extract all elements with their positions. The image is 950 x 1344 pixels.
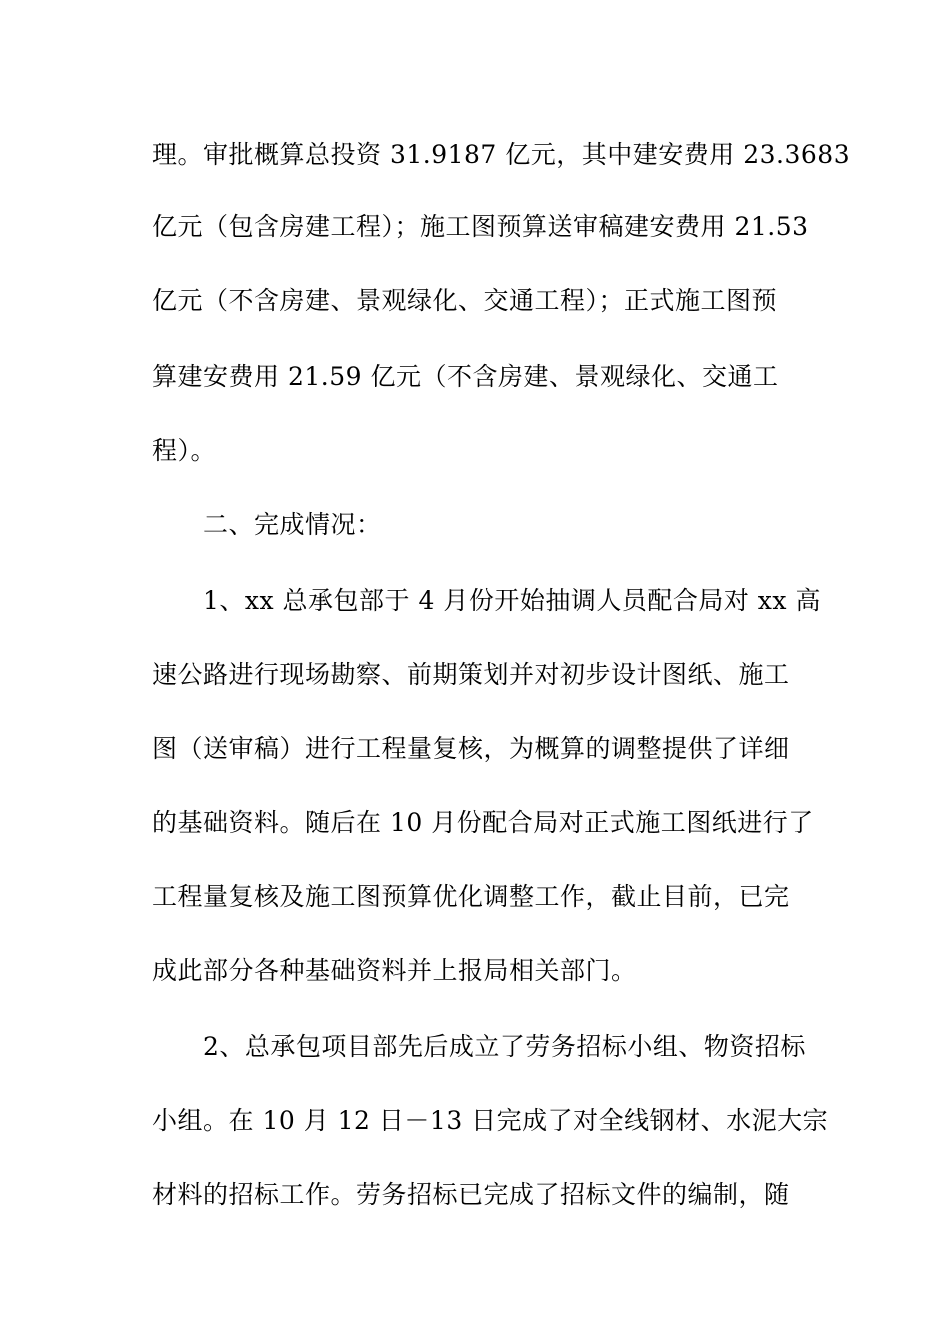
text-line: 程）。 — [152, 436, 217, 465]
text-line: 成此部分各种基础资料并上报局相关部门。 — [152, 956, 637, 985]
text-line: 小组。在 10 月 12 日－13 日完成了对全线钢材、水泥大宗 — [152, 1106, 829, 1135]
text-line: 亿元（包含房建工程）；施工图预算送审稿建安费用 21.53 — [152, 212, 809, 241]
text-line: 算建安费用 21.59 亿元（不含房建、景观绿化、交通工 — [152, 362, 779, 391]
text-line: 材料的招标工作。劳务招标已完成了招标文件的编制，随 — [152, 1180, 790, 1209]
text-line: 的基础资料。随后在 10 月份配合局对正式施工图纸进行了 — [152, 808, 814, 837]
text-line: 理。审批概算总投资 31.9187 亿元，其中建安费用 23.3683 — [152, 140, 851, 169]
text-line: 图（送审稿）进行工程量复核，为概算的调整提供了详细 — [152, 734, 790, 763]
text-line: 工程量复核及施工图预算优化调整工作，截止目前，已完 — [152, 882, 790, 911]
text-line: 1、xx 总承包部于 4 月份开始抽调人员配合局对 xx 高 — [203, 586, 821, 615]
section-heading: 二、完成情况： — [203, 510, 382, 539]
text-line: 速公路进行现场勘察、前期策划并对初步设计图纸、施工 — [152, 660, 790, 689]
text-line: 亿元（不含房建、景观绿化、交通工程）；正式施工图预 — [152, 286, 778, 315]
text-line: 2、总承包项目部先后成立了劳务招标小组、物资招标 — [203, 1032, 806, 1061]
